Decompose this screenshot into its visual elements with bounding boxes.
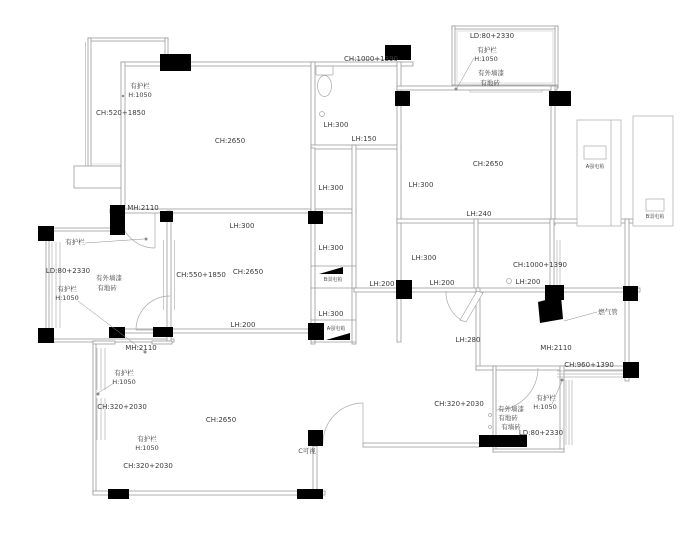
electric-boxes xyxy=(577,116,673,226)
note-railing: 有护栏 xyxy=(114,369,134,377)
note-railing: 有护栏 xyxy=(65,238,85,246)
column xyxy=(108,489,129,499)
door-arc xyxy=(120,213,155,248)
door-arc xyxy=(323,403,363,443)
wall xyxy=(550,219,554,292)
dim-window: CH:320+2030 xyxy=(97,403,147,411)
wall xyxy=(551,86,555,225)
note-railing: 有护栏 xyxy=(477,46,497,54)
dim-ceiling: CH:2650 xyxy=(232,268,264,276)
column xyxy=(549,91,571,106)
dim-beam: LH:300 xyxy=(318,310,344,318)
dim-window: CH:550+1850 xyxy=(176,271,226,279)
label-strong-current-box: A强电箱 xyxy=(326,326,346,332)
note-railing: 有护栏 xyxy=(57,285,77,293)
column xyxy=(160,54,191,71)
wall xyxy=(93,341,96,494)
floor-drain xyxy=(489,426,492,429)
note-railing: 有护栏 xyxy=(137,435,157,443)
dim-window: CH:960+1390 xyxy=(564,361,614,369)
toilet-tank xyxy=(316,66,333,75)
label-weak-current-box: B弱电箱 xyxy=(323,277,343,283)
dim-beam: LH:300 xyxy=(318,244,344,252)
label-visible-door: C可视 xyxy=(298,447,316,455)
dim-window: CH:1000+1390 xyxy=(512,261,568,269)
dim-door: MH:2110 xyxy=(540,344,572,352)
wall xyxy=(363,443,480,447)
wall xyxy=(46,228,49,342)
dim-beam: LH:200 xyxy=(230,321,256,329)
wall xyxy=(121,62,125,212)
wall xyxy=(311,148,315,344)
dim-beam: LH:300 xyxy=(323,121,349,129)
wall xyxy=(311,62,315,148)
note-floor-tile: 有地砖 xyxy=(97,284,117,292)
column xyxy=(395,91,410,106)
dim-floor-drop: LD:80+2330 xyxy=(45,267,91,275)
note-railing-height: H:1050 xyxy=(112,378,136,386)
dim-floor-drop: LD:80+2330 xyxy=(518,429,564,437)
floor-drain xyxy=(489,414,492,417)
note-railing-height: H:1050 xyxy=(135,444,159,452)
label-weak-current-box: B弱电箱 xyxy=(645,214,665,220)
column xyxy=(308,323,324,340)
wall xyxy=(88,38,168,41)
ac-platform xyxy=(74,166,124,188)
note-railing-height: H:1050 xyxy=(55,294,79,302)
dim-beam: LH:240 xyxy=(466,210,492,218)
dim-beam: LH:300 xyxy=(318,184,344,192)
weak-current-box xyxy=(646,199,664,211)
note-floor-tile: 有地砖 xyxy=(498,414,518,422)
dim-beam: LH:200 xyxy=(515,278,541,286)
door-arc xyxy=(446,291,461,320)
door-bottom-right-balcony xyxy=(496,368,538,410)
electric-box-marker xyxy=(319,267,343,274)
wall xyxy=(167,211,171,341)
dim-door: MH:2110 xyxy=(127,204,159,212)
dim-ceiling: CH:2650 xyxy=(472,160,504,168)
dim-floor-drop: LD:80+2330 xyxy=(469,32,515,40)
dim-window: CH:1000+1390 xyxy=(343,55,399,63)
dim-beam: LH:280 xyxy=(455,336,481,344)
leaders-layer xyxy=(78,58,597,404)
wall xyxy=(110,329,315,333)
electric-box-marker xyxy=(326,333,350,340)
dim-window: CH:520+1850 xyxy=(96,109,146,117)
dim-ceiling: CH:2650 xyxy=(214,137,246,145)
note-wall-tile: 有墙砖 xyxy=(501,423,521,431)
note-railing-height: H:1050 xyxy=(474,55,498,63)
note-exterior-paint: 有外墙漆 xyxy=(478,69,504,77)
strong-current-panel xyxy=(577,120,621,226)
toilet xyxy=(316,66,333,97)
toilet-bowl xyxy=(318,76,332,97)
column xyxy=(623,362,639,378)
dim-door: MH:2110 xyxy=(125,344,157,352)
dim-beam: LH:200 xyxy=(429,279,455,287)
column xyxy=(38,328,54,343)
column xyxy=(160,211,173,222)
wall xyxy=(93,341,115,344)
column xyxy=(308,430,323,446)
leader-dot xyxy=(97,393,100,396)
wall xyxy=(555,26,558,88)
leader-dot xyxy=(122,95,124,97)
door-arc xyxy=(136,296,170,330)
wall xyxy=(452,26,558,29)
door-living-to-left-balcony xyxy=(120,213,155,248)
gas-pipe-symbol xyxy=(538,296,563,323)
note-exterior-paint: 有外墙漆 xyxy=(498,405,524,413)
floor-drain xyxy=(507,279,512,284)
leader-dot xyxy=(145,238,148,241)
dim-beam: LH:300 xyxy=(408,181,434,189)
dim-beam: LH:200 xyxy=(369,280,395,288)
wall xyxy=(352,145,356,344)
column xyxy=(110,205,125,235)
note-railing-height: H:1050 xyxy=(533,403,557,411)
note-railing: 有护栏 xyxy=(130,82,150,90)
note-railing: 有护栏 xyxy=(536,394,556,402)
column xyxy=(623,286,638,301)
door-arc xyxy=(496,368,538,410)
strong-current-box xyxy=(584,146,606,159)
leader-dot xyxy=(455,88,458,91)
label-gas-pipe: 燃气管 xyxy=(598,308,618,316)
note-floor-tile: 有地砖 xyxy=(480,79,500,87)
dim-window: CH:320+2030 xyxy=(123,462,173,470)
leader-line xyxy=(457,58,474,88)
dim-beam: LH:300 xyxy=(229,222,255,230)
column xyxy=(396,280,412,299)
dim-window: CH:320+2030 xyxy=(434,400,484,408)
wall xyxy=(397,86,557,90)
note-exterior-paint: 有外墙漆 xyxy=(96,274,122,282)
wall xyxy=(493,449,564,452)
column xyxy=(38,226,54,241)
label-strong-current-box: A强电箱 xyxy=(585,164,605,170)
wall xyxy=(452,26,455,88)
door-bottom-room xyxy=(323,403,363,443)
floor-drain xyxy=(320,112,325,117)
leader-dot xyxy=(561,379,564,382)
wall xyxy=(46,228,114,231)
column xyxy=(109,327,125,338)
column xyxy=(297,489,323,499)
door-bedroom xyxy=(136,296,170,330)
dim-beam: LH:150 xyxy=(351,135,377,143)
column xyxy=(153,327,173,337)
dim-beam: LH:300 xyxy=(411,254,437,262)
note-railing-height: H:1050 xyxy=(128,91,152,99)
leader-line xyxy=(85,239,144,243)
wall xyxy=(474,219,478,292)
column xyxy=(308,211,323,224)
dim-ceiling: CH:2650 xyxy=(205,416,237,424)
wall xyxy=(88,38,91,168)
leader-line xyxy=(564,312,597,321)
